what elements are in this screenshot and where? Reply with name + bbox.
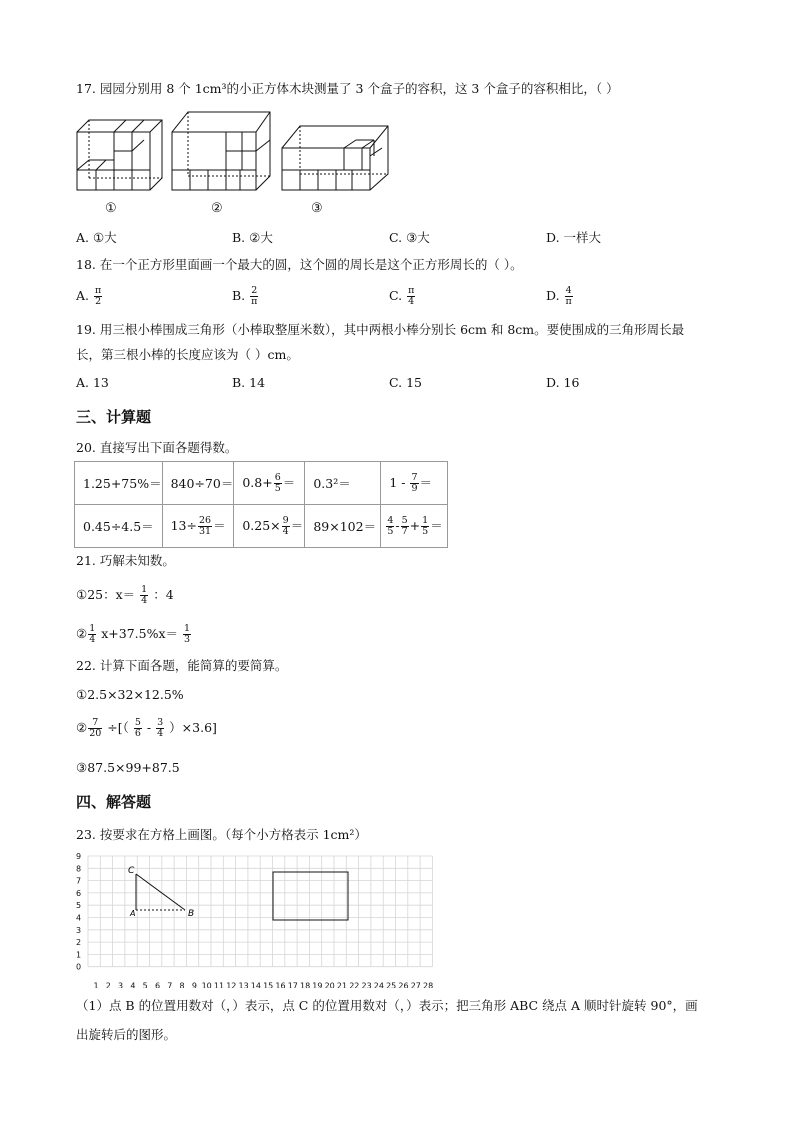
x-tick-label: 8 <box>179 981 185 988</box>
x-tick-label: 22 <box>349 981 360 988</box>
y-tick-label: 8 <box>76 864 82 874</box>
frac-num: 7 <box>411 471 418 483</box>
frac-num: 2 <box>251 285 258 296</box>
expr-part: ：4 <box>153 586 174 602</box>
q18-option-d[interactable] <box>546 286 574 307</box>
box-2-figure <box>172 112 270 190</box>
q17-figures <box>72 110 392 215</box>
y-tick-label: 9 <box>76 852 82 861</box>
expr-part: + <box>409 517 421 533</box>
calc-cell: 840÷70＝ <box>162 462 234 505</box>
x-tick-label: 20 <box>324 981 335 988</box>
y-axis-ticks <box>76 852 81 972</box>
frac-num: 1 <box>141 584 148 595</box>
box-1-figure <box>77 120 162 190</box>
frac-den: 7 <box>401 525 408 537</box>
expr-part: ＝ <box>213 517 226 533</box>
frac-den: 5 <box>422 525 429 537</box>
grid-figure <box>70 852 445 988</box>
frac-num: 1 <box>184 623 191 634</box>
frac-num: π <box>408 285 415 296</box>
frac-num: 4 <box>387 514 394 526</box>
x-tick-label: 14 <box>250 981 261 988</box>
calc-cell: 0.3²＝ <box>305 462 381 505</box>
q19-text-line1: 19. 用三根小棒围成三角形（小棒取整厘米数），其中两根小棒分别长 6cm 和 8cm。要使围成的三角形周长最 <box>76 322 685 337</box>
q23-text: 23. 按要求在方格上画图。（每个小方格表示 1cm²） <box>76 827 367 842</box>
expr-part: 0.8+ <box>242 474 273 490</box>
frac-num: 1 <box>89 623 96 634</box>
expr-part: ② <box>76 625 88 641</box>
grid-lines <box>88 856 432 967</box>
x-tick-label: 26 <box>398 981 409 988</box>
frac-den: 9 <box>411 482 418 494</box>
q19-option-a[interactable]: A. 13 <box>76 375 109 390</box>
q22-text: 22. 计算下面各题，能简算的要简算。 <box>76 658 288 673</box>
expr-part: ＝ <box>290 517 304 533</box>
expr-part: ＝ <box>419 474 433 490</box>
calc-cell: 0.45÷4.5＝ <box>75 505 163 548</box>
y-tick-label: 2 <box>76 938 82 948</box>
table-row <box>75 462 448 505</box>
frac-den: 4 <box>141 594 148 606</box>
section-4-heading: 四、解答题 <box>76 793 152 811</box>
q20-text: 20. 直接写出下面各题得数。 <box>76 440 238 455</box>
q22-expr-3: ③87.5×99+87.5 <box>76 760 180 775</box>
fig-label-1: ① <box>105 201 117 216</box>
frac-den: 5 <box>387 525 394 537</box>
fig-label-2: ② <box>211 201 223 216</box>
expr-part: ①25：x＝ <box>76 586 136 602</box>
frac-den: π <box>565 295 572 307</box>
point-c-label: C <box>128 866 135 876</box>
expr-part: 13÷ <box>170 517 197 533</box>
expr-part: ÷[（ <box>107 719 129 735</box>
frac-num: 9 <box>282 514 289 526</box>
q21-eq-1 <box>76 585 174 606</box>
q21-text: 21. 巧解未知数。 <box>76 553 175 568</box>
expr-part: ＝ <box>282 474 296 490</box>
x-tick-label: 18 <box>300 981 311 988</box>
x-tick-label: 6 <box>154 981 161 988</box>
q22-expr-1: ①2.5×32×12.5% <box>76 687 184 702</box>
calc-cell <box>381 462 448 505</box>
frac-num: 1 <box>422 514 429 526</box>
q23-sub1-line1: （1）点 B 的位置用数对（，）表示，点 C 的位置用数对（，）表示；把三角形 ABC 绕点 A 顺时针旋转 90°，画 <box>76 998 698 1013</box>
x-tick-label: 15 <box>263 981 274 988</box>
expr-part: 1 - <box>389 474 406 490</box>
frac-num: π <box>95 285 102 296</box>
table-row <box>75 505 448 548</box>
x-tick-label: 24 <box>373 981 384 988</box>
option-letter: D. <box>546 287 560 303</box>
x-tick-label: 25 <box>386 981 397 988</box>
frac-den: 3 <box>184 633 191 645</box>
point-a-label: A <box>130 909 136 918</box>
x-tick-label: 1 <box>93 981 99 988</box>
x-tick-label: 2 <box>105 981 111 988</box>
box-3-figure <box>282 126 388 190</box>
q17-option-b[interactable]: B. ②大 <box>232 230 273 245</box>
q17-option-d[interactable]: D. 一样大 <box>546 230 602 245</box>
q17-option-c[interactable]: C. ③大 <box>389 230 430 245</box>
x-tick-label: 9 <box>191 981 197 988</box>
q23-sub1-line2: 出旋转后的图形。 <box>76 1027 177 1042</box>
q18-option-a[interactable] <box>76 286 103 307</box>
q18-text: 18. 在一个正方形里面画一个最大的圆，这个圆的周长是这个正方形周长的（ ）。 <box>76 257 523 272</box>
x-tick-label: 4 <box>130 981 136 988</box>
frac-den: 6 <box>134 727 141 739</box>
expr-part: ＝ <box>430 517 443 533</box>
frac-den: 2 <box>95 295 102 307</box>
x-tick-label: 17 <box>287 981 298 988</box>
x-axis-ticks <box>93 982 433 988</box>
expr-part: - <box>146 719 152 735</box>
x-tick-label: 21 <box>336 981 348 988</box>
x-tick-label: 13 <box>238 981 249 988</box>
frac-den: π <box>251 295 258 307</box>
q17-option-a[interactable]: A. ①大 <box>76 230 117 245</box>
frac-num: 5 <box>401 514 408 526</box>
frac-den: 4 <box>282 525 289 537</box>
y-tick-label: 7 <box>76 876 82 886</box>
q18-option-c[interactable] <box>389 286 416 307</box>
expr-part: ② <box>76 719 88 735</box>
calc-cell <box>234 462 305 505</box>
q20-calc-table <box>74 461 448 548</box>
triangle-side-bc <box>136 874 185 910</box>
q21-eq-2 <box>76 624 192 645</box>
x-tick-label: 11 <box>213 981 225 988</box>
frac-den: 4 <box>89 633 96 645</box>
y-tick-label: 0 <box>76 962 82 972</box>
y-tick-label: 1 <box>76 950 82 960</box>
q19-option-d[interactable]: D. 16 <box>546 375 580 390</box>
x-tick-label: 16 <box>275 981 286 988</box>
expr-part: ）×3.6] <box>169 719 217 735</box>
x-tick-label: 3 <box>118 981 124 988</box>
y-tick-label: 4 <box>76 913 82 923</box>
frac-den: 4 <box>408 295 415 307</box>
option-letter: A. <box>76 287 90 303</box>
frac-num: 4 <box>565 285 572 296</box>
x-tick-label: 27 <box>410 981 421 988</box>
frac-den: 4 <box>157 727 164 739</box>
calc-cell <box>234 505 305 548</box>
frac-num: 6 <box>274 471 281 483</box>
frac-den: 5 <box>274 482 281 494</box>
q19-text-line2: 长，第三根小棒的长度应该为（ ）cm。 <box>76 347 299 362</box>
option-letter: B. <box>232 287 246 303</box>
calc-cell: 89×102＝ <box>305 505 381 548</box>
q19-option-c[interactable]: C. 15 <box>389 375 422 390</box>
fig-label-3: ③ <box>311 201 323 216</box>
x-tick-label: 12 <box>226 981 237 988</box>
frac-num: 5 <box>134 717 141 728</box>
x-tick-label: 28 <box>423 981 434 988</box>
x-tick-label: 23 <box>361 981 372 988</box>
rectangle-shape <box>273 872 348 920</box>
section-3-heading: 三、计算题 <box>76 408 152 426</box>
calc-cell: 1.25+75%＝ <box>75 462 163 505</box>
q19-option-b[interactable]: B. 14 <box>232 375 266 390</box>
frac-den: 20 <box>89 727 102 739</box>
x-tick-label: 10 <box>201 981 212 988</box>
y-tick-label: 6 <box>76 888 82 898</box>
frac-den: 31 <box>198 525 212 537</box>
x-tick-label: 5 <box>142 981 148 988</box>
q17-text: 17. 园园分别用 8 个 1cm³的小正方体木块测量了 3 个盒子的容积，这 3 个盒子的容积相比，（ ） <box>76 81 619 96</box>
x-tick-label: 7 <box>167 981 173 988</box>
frac-num: 3 <box>157 717 164 728</box>
expr-part: x+37.5%x＝ <box>101 625 179 641</box>
q22-expr-2 <box>76 718 217 739</box>
option-letter: C. <box>389 287 403 303</box>
calc-cell <box>381 505 448 548</box>
expr-part: 0.25× <box>242 517 281 533</box>
expr-part: - <box>395 517 400 533</box>
frac-num: 26 <box>198 514 212 526</box>
q18-option-b[interactable] <box>232 286 259 307</box>
frac-num: 7 <box>88 718 102 729</box>
y-tick-label: 3 <box>76 925 82 935</box>
point-b-label: B <box>188 909 195 919</box>
x-tick-label: 19 <box>312 981 323 988</box>
calc-cell <box>162 505 234 548</box>
y-tick-label: 5 <box>76 901 82 911</box>
